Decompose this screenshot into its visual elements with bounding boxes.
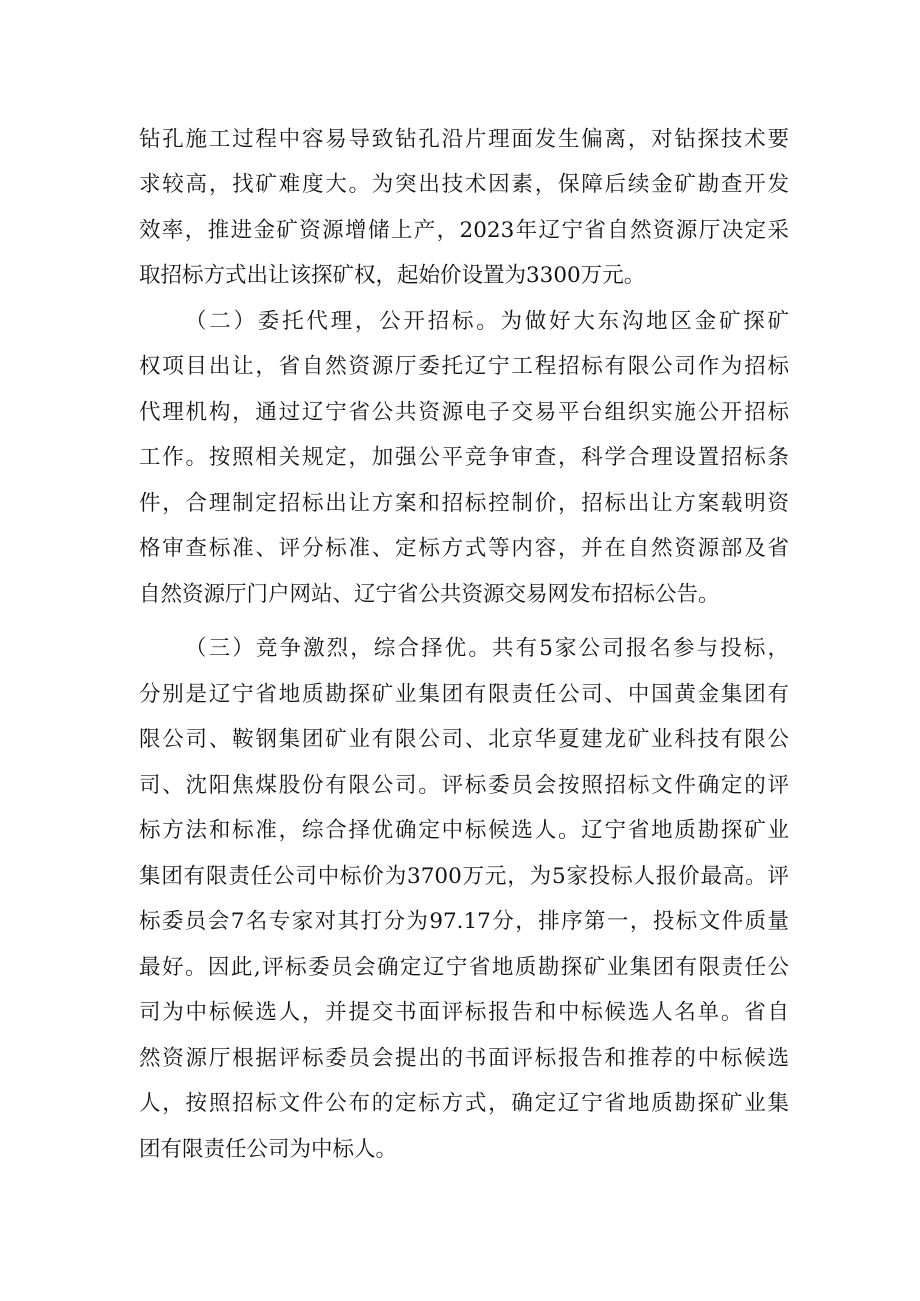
text-line: 然资源厅根据评标委员会提出的书面评标报告和推荐的中标候选 — [139, 1046, 789, 1071]
text-line: 团有限责任公司为中标人。 — [139, 1137, 398, 1162]
text-line: 效率，推进金矿资源增储上产，2023年辽宁省自然资源厅决定采 — [139, 218, 789, 243]
text-line: 代理机构，通过辽宁省公共资源电子交易平台组织实施公开招标 — [139, 400, 789, 425]
text-line: 司为中标候选人，并提交书面评标报告和中标候选人名单。省自 — [139, 1000, 789, 1025]
text-line: 件，合理制定招标出让方案和招标控制价，招标出让方案载明资 — [139, 491, 789, 516]
text-line: 钻孔施工过程中容易导致钻孔沿片理面发生偏离，对钻探技术要 — [139, 127, 789, 152]
text-line: 分别是辽宁省地质勘探矿业集团有限责任公司、中国黄金集团有 — [139, 682, 789, 707]
text-line: 权项目出让，省自然资源厅委托辽宁工程招标有限公司作为招标 — [139, 354, 789, 379]
text-line: 人，按照招标文件公布的定标方式，确定辽宁省地质勘探矿业集 — [139, 1091, 789, 1116]
text-line: 限公司、鞍钢集团矿业有限公司、北京华夏建龙矿业科技有限公 — [139, 727, 789, 752]
text-line: 工作。按照相关规定，加强公平竞争审查，科学合理设置招标条 — [139, 445, 789, 470]
text-line: 自然资源厅门户网站、辽宁省公共资源交易网发布招标公告。 — [139, 582, 720, 607]
text-line: 求较高，找矿难度大。为突出技术因素，保障后续金矿勘查开发 — [139, 172, 789, 197]
text-line: 标委员会7名专家对其打分为97.17分，排序第一，投标文件质量 — [139, 909, 789, 934]
text-line: 最好。因此,评标委员会确定辽宁省地质勘探矿业集团有限责任公 — [139, 955, 789, 980]
text-line: 取招标方式出让该探矿权，起始价设置为3300万元。 — [139, 263, 646, 288]
text-line: 标方法和标准，综合择优确定中标候选人。辽宁省地质勘探矿业 — [139, 818, 789, 843]
paragraph-heading-line: （二）委托代理，公开招标。为做好大东沟地区金矿探矿 — [185, 309, 789, 334]
paragraph-heading-line: （三）竞争激烈，综合择优。共有5家公司报名参与投标， — [185, 636, 789, 661]
text-line: 集团有限责任公司中标价为3700万元，为5家投标人报价最高。评 — [139, 864, 789, 889]
text-line: 格审查标准、评分标准、定标方式等内容，并在自然资源部及省 — [139, 536, 789, 561]
text-line: 司、沈阳焦煤股份有限公司。评标委员会按照招标文件确定的评 — [139, 773, 789, 798]
